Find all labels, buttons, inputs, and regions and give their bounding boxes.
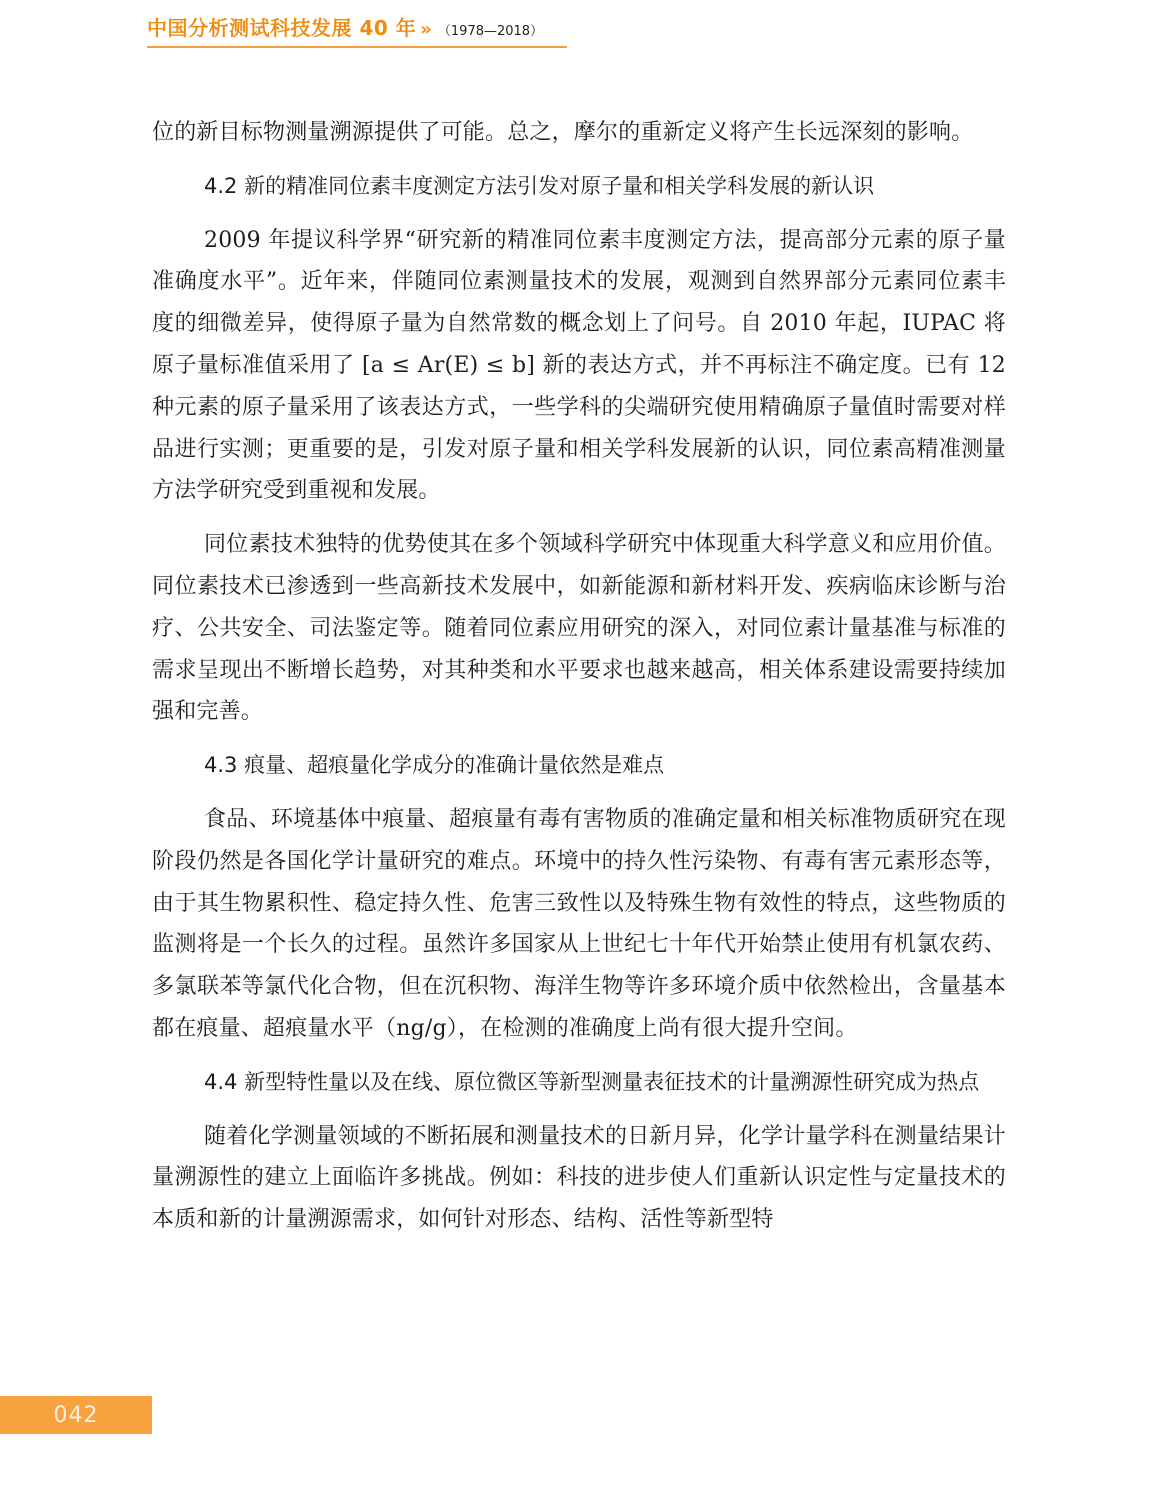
page-number-tab: [0, 1396, 152, 1434]
section-heading-4-3: 4.3 痕量、超痕量化学成分的准确计量依然是难点: [204, 753, 665, 778]
section-heading-4-4: 4.4 新型特性量以及在线、原位微区等新型测量表征技术的计量溯源性研究成为热点: [204, 1069, 980, 1094]
book-title: 中国分析测试科技发展 40 年: [147, 16, 417, 40]
section-heading-4-2: 4.2 新的精准同位素丰度测定方法引发对原子量和相关学科发展的新认识: [204, 173, 875, 198]
running-header: [147, 12, 543, 46]
paragraph-traceability: 随着化学测量领域的不断拓展和测量技术的日新月异，化学计量学科在测量结果计量溯源性的建立上面临许多挑战。例如：科技的进步使人们重新认识定性与定量技术的本质和新的计量溯源需求，如何针对形态、结构、活性等新型特: [152, 1123, 1006, 1233]
paragraph-trace-analysis: 食品、环境基体中痕量、超痕量有毒有害物质的准确定量和相关标准物质研究在现阶段仍然是各国化学计量研究的难点。环境中的持久性污染物、有毒有害元素形态等，由于其生物累积性、稳定持久性、危害三致性以及特殊生物有效性的特点，这些物质的监测将是一个长久的过程。虽然许多国家从上世纪七十年代开始禁止使用有机氯农药、多氯联苯等氯代化合物，但在沉积物、海洋生物等许多环境介质中依然检出，含量基本都在痕量、超痕量水平（ng/g），在检测的准确度上尚有很大提升空间。: [152, 806, 1006, 1041]
year-range: （1978—2018）: [437, 24, 544, 39]
page-body: [152, 112, 1006, 1253]
paragraph-atomic-weight: 2009 年提议科学界“研究新的精准同位素丰度测定方法，提高部分元素的原子量准确度水平”。近年来，伴随同位素测量技术的发展，观测到自然界部分元素同位素丰度的细微差异，使得原子量为自然常数的概念划上了问号。自 2010 年起，IUPAC 将原子量标准值采用了 [a ≤ Ar(E) ≤ b] 新的表达方式，并不再标注不确定度。已有 12 种元素的原子量采用了该表达方式，一些学科的尖端研究使用精确原子量值时需要对样品进行实测；更重要的是，引发对原子量和相关学科发展新的认识，同位素高精准测量方法学研究受到重视和发展。: [152, 227, 1006, 504]
paragraph-isotope-technology: 同位素技术独特的优势使其在多个领域科学研究中体现重大科学意义和应用价值。同位素技术已渗透到一些高新技术发展中，如新能源和新材料开发、疾病临床诊断与治疗、公共安全、司法鉴定等。随着同位素应用研究的深入，对同位素计量基准与标准的需求呈现出不断增长趋势，对其种类和水平要求也越来越高，相关体系建设需要持续加强和完善。: [152, 532, 1006, 725]
double-chevron-icon: »: [420, 19, 432, 40]
page-number: 042: [53, 1402, 99, 1428]
header-underline: [147, 46, 567, 48]
paragraph-continued: 位的新目标物测量溯源提供了可能。总之，摩尔的重新定义将产生长远深刻的影响。: [152, 120, 974, 145]
